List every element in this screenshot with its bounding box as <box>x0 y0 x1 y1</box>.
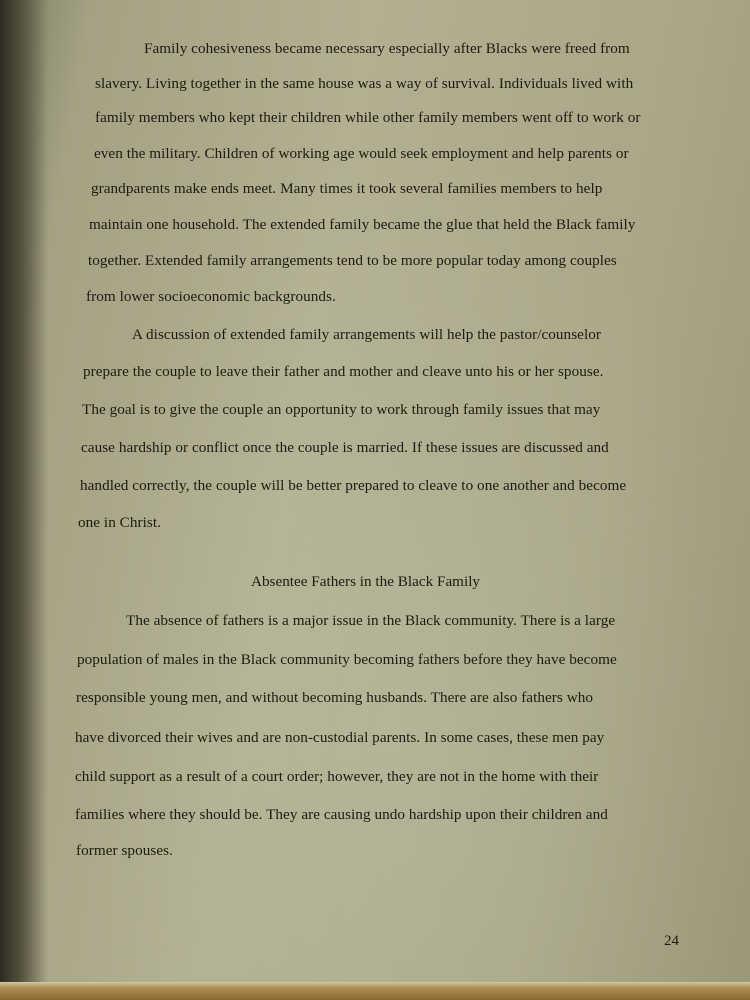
text-line: prepare the couple to leave their father and mother and cleave unto his or her spouse. <box>83 363 604 380</box>
text-line: one in Christ. <box>78 514 161 531</box>
text-line: cause hardship or conflict once the couple is married. If these issues are discussed and <box>81 439 609 456</box>
text-line: from lower socioeconomic backgrounds. <box>86 288 336 305</box>
text-line: families where they should be. They are causing undo hardship upon their children and <box>75 806 608 823</box>
text-line: The goal is to give the couple an opportunity to work through family issues that may <box>82 401 601 418</box>
text-line: together. Extended family arrangements tend to be more popular today among couples <box>88 252 617 269</box>
text-line: population of males in the Black community becoming fathers before they have become <box>77 651 617 668</box>
table-surface-edge <box>0 982 750 1000</box>
text-line: The absence of fathers is a major issue in the Black community. There is a large <box>126 612 616 629</box>
book-spine-shadow <box>0 0 48 985</box>
text-line: maintain one household. The extended family became the glue that held the Black family <box>89 216 636 233</box>
text-line: handled correctly, the couple will be better prepared to cleave to one another and become <box>80 477 627 494</box>
page-number: 24 <box>664 933 679 949</box>
text-line: have divorced their wives and are non-custodial parents. In some cases, these men pay <box>75 729 605 746</box>
text-line: grandparents make ends meet. Many times it took several families members to help <box>91 180 603 197</box>
text-line: responsible young men, and without becoming husbands. There are also fathers who <box>76 689 594 706</box>
section-heading: Absentee Fathers in the Black Family <box>251 573 481 590</box>
text-line: slavery. Living together in the same house was a way of survival. Individuals lived with <box>95 75 634 92</box>
text-line: family members who kept their children while other family members went off to work or <box>95 109 641 126</box>
text-line: Family cohesiveness became necessary especially after Blacks were freed from <box>144 40 630 57</box>
text-line: child support as a result of a court order; however, they are not in the home with their <box>75 768 599 785</box>
text-line: even the military. Children of working age would seek employment and help parents or <box>94 145 629 162</box>
text-line: former spouses. <box>76 842 173 859</box>
text-line: A discussion of extended family arrangements will help the pastor/counselor <box>132 326 601 343</box>
